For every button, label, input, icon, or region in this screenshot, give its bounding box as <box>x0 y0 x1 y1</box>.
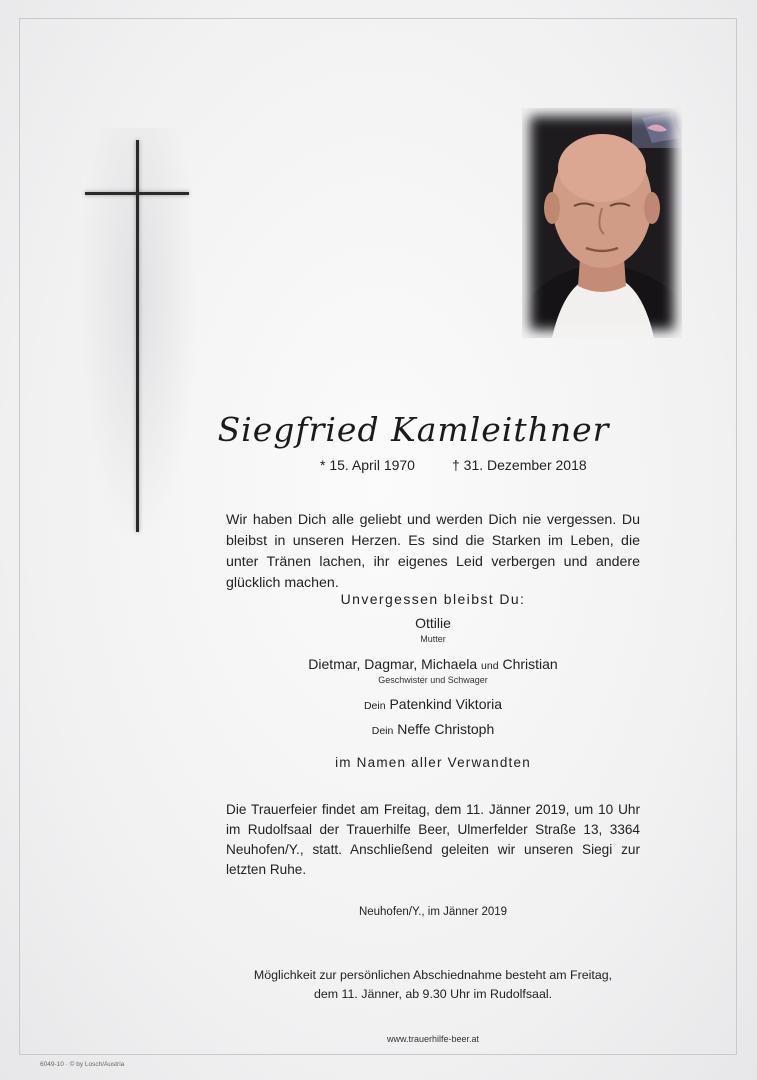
godchild <box>226 696 640 712</box>
place-date: Neuhofen/Y., im Jänner 2019 <box>358 906 508 918</box>
farewell-notice <box>226 966 640 1004</box>
death-date: † 31. Dezember 2018 <box>452 457 587 473</box>
siblings-role: Geschwister und Schwager <box>378 675 488 685</box>
godchild-prefix: Dein <box>363 700 386 712</box>
siblings-names-first: Dietmar, Dagmar, Michaela <box>308 656 478 672</box>
funeral-details: Die Trauerfeier findet am Freitag, dem 11. Jänner 2019, um 10 Uhr im Rudolfsaal der Trauerhilfe Beer, Ulmerfelder Straße 13, 3364 Neuhofen/Y., statt. Anschließend geleiten wir unseren Siegi zur letzten Ruhe. <box>226 802 640 877</box>
farewell-line-2: dem 11. Jänner, ab 9.30 Uhr im Rudolfsaal. <box>313 987 553 1001</box>
memorial-quote: Wir haben Dich alle geliebt und werden Dich nie vergessen. Du bleibst in unseren Herzen. Es sind die Starken im Leben, die unter Tränen lachen, ihr eigenes Leid verbergen und andere glücklich machen. <box>226 512 640 591</box>
cross-icon <box>136 140 139 532</box>
footer-copyright: 6049-10 · © by Losch/Austria <box>40 1061 125 1068</box>
nephew-prefix: Dein <box>371 725 394 737</box>
mother-role: Mutter <box>420 634 446 644</box>
nephew <box>226 721 640 737</box>
portrait-photo <box>522 108 682 338</box>
mourners-closing: im Namen aller Verwandten <box>335 755 531 770</box>
farewell-line-1: Möglichkeit zur persönlichen Abschiednahme besteht am Freitag, <box>253 968 613 982</box>
birth-date: * 15. April 1970 <box>320 457 415 473</box>
nephew-name: Neffe Christoph <box>397 721 495 737</box>
website-link[interactable]: www.trauerhilfe-beer.at <box>386 1034 480 1044</box>
cross-icon-beam <box>85 192 189 195</box>
mourners-intro: Unvergessen bleibst Du: <box>340 591 526 607</box>
siblings-und: und <box>481 660 499 672</box>
mother-name: Ottilie <box>415 615 451 631</box>
siblings-names <box>226 656 640 672</box>
deceased-name: Siegfried Kamleithner <box>217 410 610 449</box>
siblings-names-last: Christian <box>502 656 558 672</box>
godchild-name: Patenkind Viktoria <box>389 696 503 712</box>
